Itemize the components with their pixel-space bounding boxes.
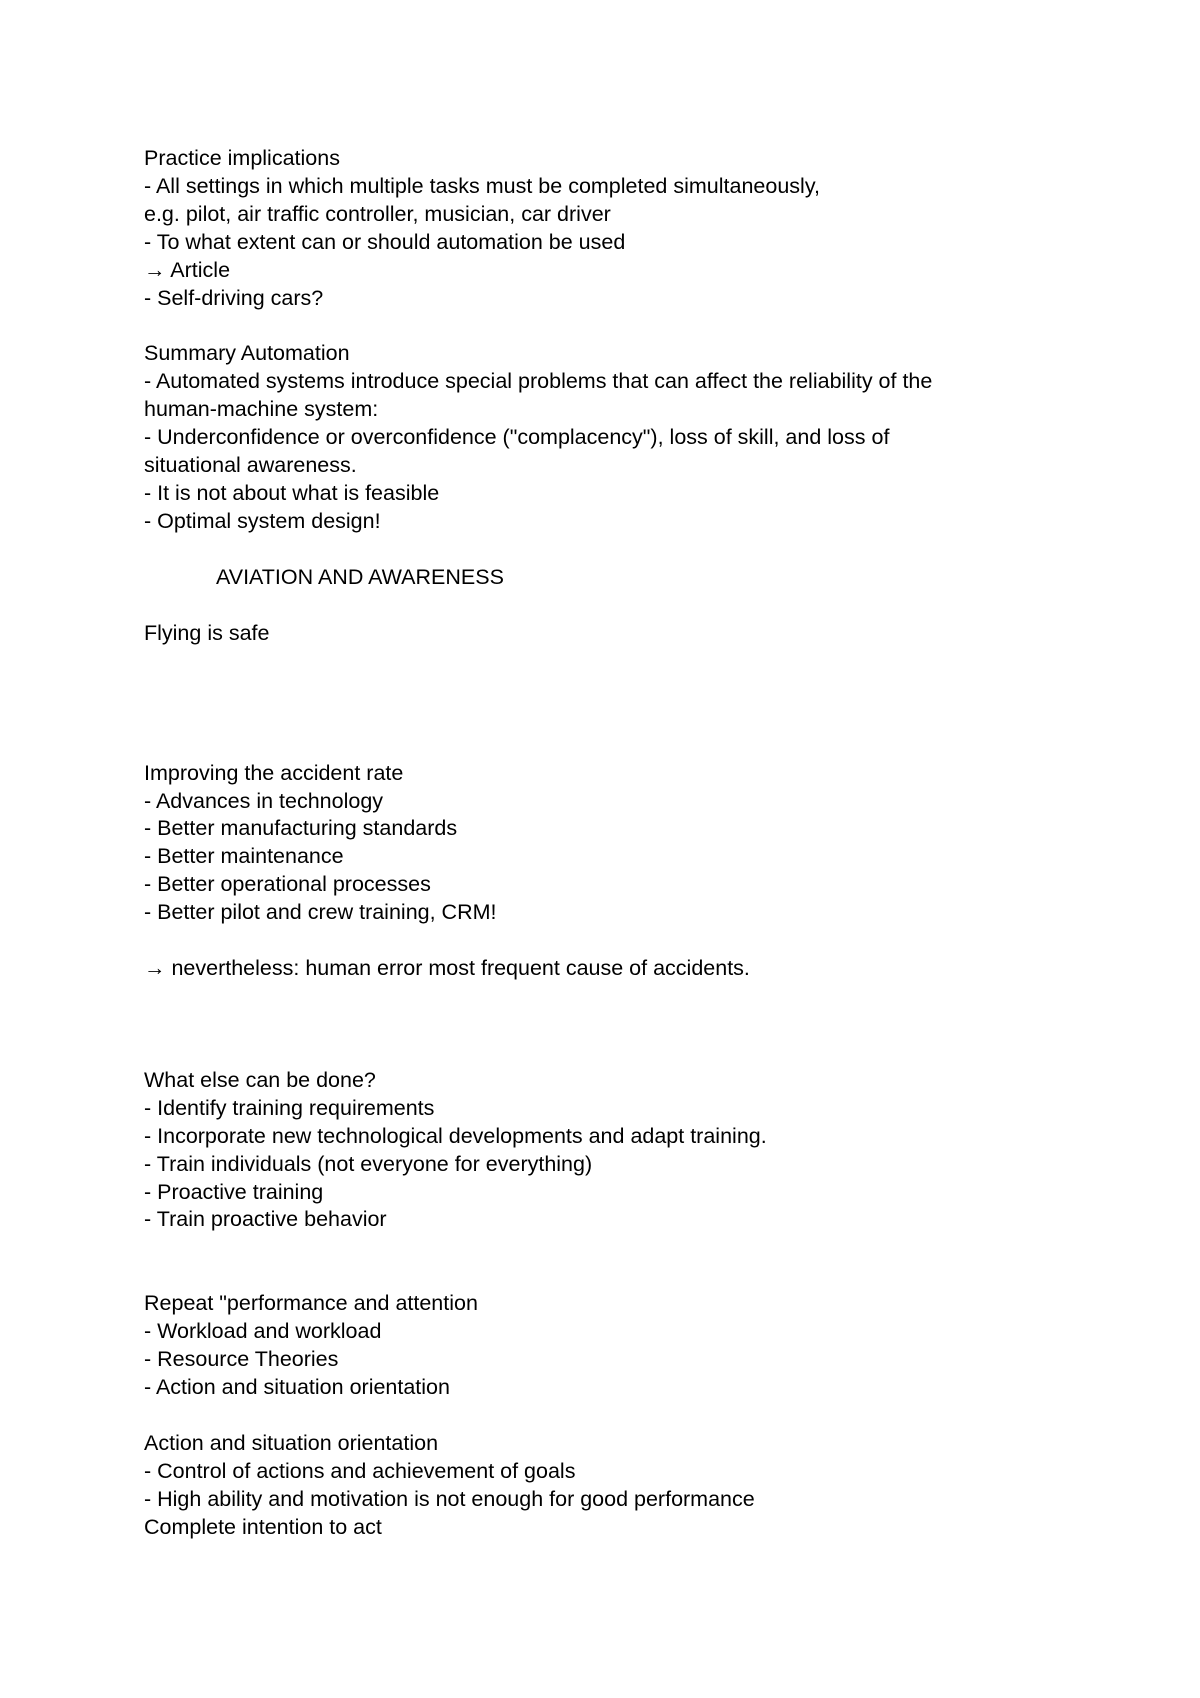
chapter-heading: AVIATION AND AWARENESS [216,564,504,589]
spacer [144,1402,1064,1430]
text-line: e.g. pilot, air traffic controller, musician, car driver [144,201,611,226]
text-line: - Optimal system design! [144,508,381,533]
what-else-section [144,1067,1064,1234]
text-line: human-machine system: [144,397,379,422]
section-heading: Practice implications [144,146,340,170]
practice-implications-section [144,145,1064,312]
spacer [144,927,1064,955]
section-heading: Summary Automation [144,341,350,366]
text-line: - It is not about what is feasible [144,480,440,505]
text-line: - To what extent can or should automation be used [144,229,626,254]
section-heading: Flying is safe [144,620,270,645]
text-line: - High ability and motivation is not enough for good performance [144,1486,755,1511]
text-line: - Underconfidence or overconfidence ("complacency"), loss of skill, and loss of [144,425,890,450]
text-line: - Automated systems introduce special problems that can affect the reliability of the [144,369,933,394]
document-page [144,145,1064,1542]
action-orientation-section [144,1430,1064,1542]
conclusion-line: → nevertheless: human error most frequent cause of accidents. [144,956,750,981]
text-line: - Train individuals (not everyone for everything) [144,1151,593,1176]
text-line: - Better operational processes [144,872,431,897]
summary-automation-section [144,340,1064,535]
text-line: - Incorporate new technological developments and adapt training. [144,1123,767,1148]
section-heading: Repeat "performance and attention [144,1291,478,1316]
accident-rate-section [144,760,1064,927]
text-line: - Better pilot and crew training, CRM! [144,900,497,925]
text-line: - Workload and workload [144,1319,382,1344]
spacer [144,648,1064,760]
text-line: Complete intention to act [144,1514,382,1539]
repeat-section [144,1290,1064,1402]
text-line: - Self-driving cars? [144,285,324,310]
spacer [144,592,1064,620]
section-heading: Improving the accident rate [144,760,404,785]
spacer [144,536,1064,564]
text-line: - Better manufacturing standards [144,816,458,841]
text-line: - Train proactive behavior [144,1207,387,1232]
text-line: - Action and situation orientation [144,1375,450,1400]
text-line: - Advances in technology [144,788,384,813]
text-line: - Control of actions and achievement of goals [144,1458,576,1483]
text-line: → Article [144,257,231,282]
text-line: - Identify training requirements [144,1095,435,1120]
text-line: - Proactive training [144,1179,324,1204]
text-line: - All settings in which multiple tasks must be completed simultaneously, [144,173,820,198]
text-line: situational awareness. [144,453,357,478]
section-heading: Action and situation orientation [144,1431,439,1455]
spacer [144,983,1064,1067]
section-heading: What else can be done? [144,1067,376,1092]
spacer [144,312,1064,340]
text-line: - Better maintenance [144,844,344,869]
text-line: - Resource Theories [144,1347,339,1372]
spacer [144,1234,1064,1290]
